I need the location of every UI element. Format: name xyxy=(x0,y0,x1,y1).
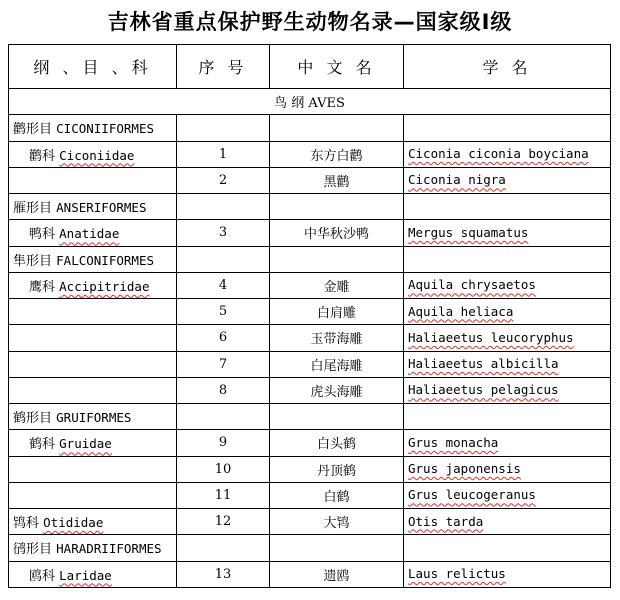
table-body xyxy=(9,89,611,588)
taxon-cell xyxy=(9,272,177,298)
header-taxon: 纲 、目 、科 xyxy=(9,45,177,89)
taxon-latin: GRUIFORMES xyxy=(56,410,132,426)
taxon-chinese: 鹰科 xyxy=(29,279,56,295)
chinese-name-cell: 白头鹤 xyxy=(270,430,404,456)
scientific-name-cell xyxy=(404,299,611,325)
table-row xyxy=(9,246,611,272)
number-cell: 4 xyxy=(177,272,270,298)
taxon-chinese: 鸭科 xyxy=(29,227,56,243)
page-title: 吉林省重点保护野生动物名录—国家级Ⅰ级 xyxy=(107,10,513,34)
scientific-name: Haliaeetus leucoryphus xyxy=(408,329,574,345)
scientific-name: Grus japonensis xyxy=(408,461,521,477)
taxon-latin: HARADRIIFORMES xyxy=(56,541,162,557)
header-chinese-name: 中 文 名 xyxy=(270,45,404,89)
taxon-cell xyxy=(9,141,177,167)
number-cell xyxy=(177,194,270,220)
chinese-name-cell: 虎头海雕 xyxy=(270,377,404,403)
table-row xyxy=(9,404,611,430)
scientific-name-cell xyxy=(404,561,611,587)
taxon-latin: ANSERIFORMES xyxy=(56,200,147,216)
scientific-name-cell xyxy=(404,325,611,351)
scientific-name: Grus monacha xyxy=(408,434,499,450)
number-cell xyxy=(177,535,270,561)
scientific-name-cell xyxy=(404,377,611,403)
table-row xyxy=(9,509,611,535)
chinese-name-cell: 玉带海雕 xyxy=(270,325,404,351)
scientific-name-cell xyxy=(404,404,611,430)
scientific-name: Haliaeetus pelagicus xyxy=(408,382,559,398)
scientific-name: Grus leucogeranus xyxy=(408,487,536,503)
taxon-cell xyxy=(9,430,177,456)
scientific-name-cell xyxy=(404,430,611,456)
chinese-name-cell: 白尾海雕 xyxy=(270,351,404,377)
number-cell xyxy=(177,246,270,272)
chinese-name-cell xyxy=(270,194,404,220)
taxon-cell xyxy=(9,456,177,482)
scientific-name-cell xyxy=(404,272,611,298)
chinese-name-cell xyxy=(270,246,404,272)
taxon-chinese: 隼形目 xyxy=(13,253,53,269)
taxon-cell xyxy=(9,246,177,272)
protected-species-table xyxy=(8,44,611,588)
taxon-cell xyxy=(9,194,177,220)
taxon-cell xyxy=(9,325,177,351)
table-row xyxy=(9,325,611,351)
scientific-name-cell xyxy=(404,220,611,246)
chinese-name-cell: 白肩雕 xyxy=(270,299,404,325)
taxon-cell xyxy=(9,404,177,430)
table-row xyxy=(9,561,611,587)
table-row xyxy=(9,351,611,377)
scientific-name-cell xyxy=(404,246,611,272)
taxon-latin: Otididae xyxy=(43,515,104,531)
taxon-latin: Accipitridae xyxy=(59,278,150,294)
taxon-chinese: 鸻形目 xyxy=(13,542,53,558)
taxon-cell xyxy=(9,299,177,325)
table-row xyxy=(9,141,611,167)
chinese-name-cell: 丹顶鹤 xyxy=(270,456,404,482)
taxon-latin: CICONIIFORMES xyxy=(56,121,154,137)
scientific-name: Aquila chrysaetos xyxy=(408,277,536,293)
taxon-cell xyxy=(9,220,177,246)
table-row xyxy=(9,194,611,220)
header-scientific-name: 学 名 xyxy=(404,45,611,89)
taxon-cell xyxy=(9,351,177,377)
chinese-name-cell: 金雕 xyxy=(270,272,404,298)
table-row xyxy=(9,535,611,561)
scientific-name-cell xyxy=(404,351,611,377)
taxon-latin: Laridae xyxy=(59,567,112,583)
table-row xyxy=(9,272,611,298)
number-cell: 8 xyxy=(177,377,270,403)
taxon-chinese: 鹳形目 xyxy=(13,122,53,138)
class-label: 鸟 纲 AVES xyxy=(9,89,611,115)
chinese-name-cell: 中华秋沙鸭 xyxy=(270,220,404,246)
taxon-chinese: 雁形目 xyxy=(13,201,53,217)
chinese-name-cell: 白鹤 xyxy=(270,482,404,508)
scientific-name-cell xyxy=(404,482,611,508)
taxon-latin: Gruidae xyxy=(59,436,112,452)
taxon-chinese: 鸥科 xyxy=(29,568,56,584)
number-cell: 1 xyxy=(177,141,270,167)
scientific-name-cell xyxy=(404,456,611,482)
chinese-name-cell: 遗鸥 xyxy=(270,561,404,587)
taxon-cell xyxy=(9,535,177,561)
table-row xyxy=(9,377,611,403)
scientific-name-cell xyxy=(404,535,611,561)
table-header-row xyxy=(9,45,611,89)
taxon-chinese: 鹳科 xyxy=(29,148,56,164)
scientific-name: Laus relictus xyxy=(408,566,506,582)
scientific-name: Otis tarda xyxy=(408,513,484,529)
class-row xyxy=(9,89,611,115)
taxon-cell xyxy=(9,482,177,508)
taxon-cell xyxy=(9,115,177,141)
number-cell: 10 xyxy=(177,456,270,482)
number-cell: 12 xyxy=(177,509,270,535)
scientific-name-cell xyxy=(404,509,611,535)
scientific-name-cell xyxy=(404,115,611,141)
number-cell: 3 xyxy=(177,220,270,246)
scientific-name: Ciconia ciconia boyciana xyxy=(408,146,589,162)
scientific-name-cell xyxy=(404,167,611,193)
scientific-name: Haliaeetus albicilla xyxy=(408,356,559,372)
taxon-cell xyxy=(9,561,177,587)
number-cell: 5 xyxy=(177,299,270,325)
chinese-name-cell xyxy=(270,115,404,141)
taxon-cell xyxy=(9,509,177,535)
chinese-name-cell: 黑鹳 xyxy=(270,167,404,193)
table-row xyxy=(9,167,611,193)
table-row xyxy=(9,482,611,508)
number-cell: 6 xyxy=(177,325,270,351)
chinese-name-cell xyxy=(270,535,404,561)
taxon-latin: Anatidae xyxy=(59,226,120,242)
scientific-name-cell xyxy=(404,194,611,220)
taxon-cell xyxy=(9,377,177,403)
scientific-name-cell xyxy=(404,141,611,167)
taxon-latin: FALCONIFORMES xyxy=(56,252,154,268)
taxon-chinese: 鹤科 xyxy=(29,437,56,453)
taxon-latin: Ciconiidae xyxy=(59,147,135,163)
number-cell xyxy=(177,404,270,430)
table-row xyxy=(9,456,611,482)
number-cell xyxy=(177,115,270,141)
number-cell: 13 xyxy=(177,561,270,587)
chinese-name-cell: 东方白鹳 xyxy=(270,141,404,167)
chinese-name-cell xyxy=(270,404,404,430)
taxon-chinese: 鸨科 xyxy=(13,516,40,532)
scientific-name: Aquila heliaca xyxy=(408,303,514,319)
table-row xyxy=(9,115,611,141)
taxon-cell xyxy=(9,167,177,193)
table-row xyxy=(9,220,611,246)
number-cell: 2 xyxy=(177,167,270,193)
number-cell: 7 xyxy=(177,351,270,377)
taxon-chinese: 鹤形目 xyxy=(13,411,53,427)
header-number: 序 号 xyxy=(177,45,270,89)
number-cell: 11 xyxy=(177,482,270,508)
scientific-name: Ciconia nigra xyxy=(408,172,506,188)
table-row xyxy=(9,430,611,456)
table-row xyxy=(9,299,611,325)
scientific-name: Mergus squamatus xyxy=(408,224,529,240)
number-cell: 9 xyxy=(177,430,270,456)
chinese-name-cell: 大鸨 xyxy=(270,509,404,535)
